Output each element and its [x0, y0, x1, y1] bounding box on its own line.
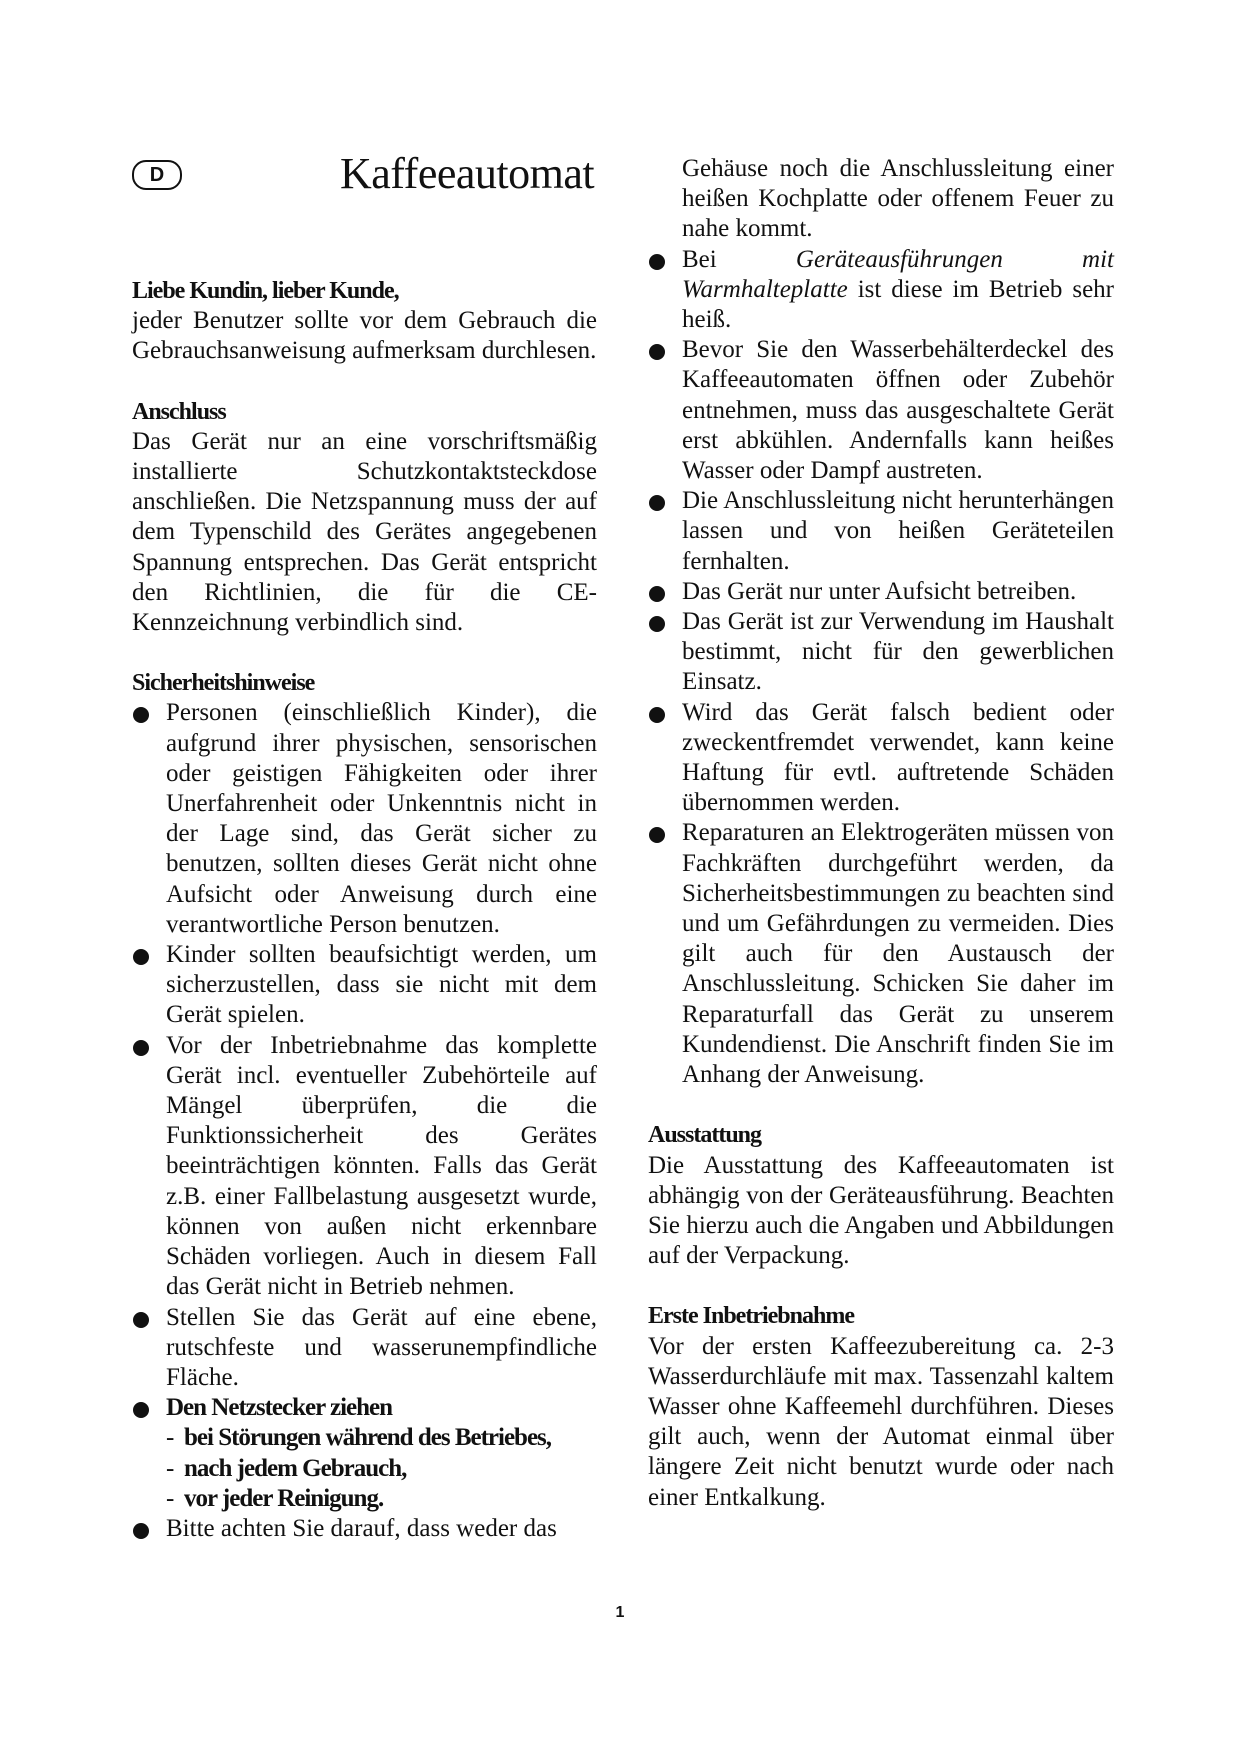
list-item: Die Anschlussleitung nicht herunterhängen lassen und von heißen Geräteteilen fernhalten. — [648, 486, 1114, 577]
warm-plate-italic: Geräteausführungen mit Warmhalteplatte — [682, 245, 1114, 303]
ausstattung-text: Die Ausstattung des Kaffeeautomaten ist abhängig von der Geräteausführung. Beachten Sie hierzu auch die Angaben und Abbildungen auf der Verpackung. — [648, 1151, 1114, 1270]
language-badge: D — [132, 160, 182, 190]
ausstattung-heading: Ausstattung — [648, 1122, 762, 1149]
greeting-text: jeder Benutzer sollte vor dem Gebrauch die Gebrauchsanweisung aufmerksam durchlesen. — [132, 307, 597, 365]
unplug-list — [166, 1423, 597, 1514]
left-column — [132, 276, 597, 1544]
page-title: Kaffeeautomat — [340, 149, 595, 198]
safety-heading: Sicherheitshinweise — [132, 670, 315, 697]
continued-text: Gehäuse noch die Anschlussleitung einer heißen Kochplatte oder offenem Feuer zu nahe kommt. — [682, 155, 1114, 243]
page-number: 1 — [615, 1604, 625, 1621]
erste-inbetriebnahme-heading: Erste Inbetriebnahme — [648, 1303, 854, 1330]
list-item-warm-plate — [648, 245, 1114, 336]
safety-list — [132, 698, 597, 1544]
anschluss-text: Das Gerät nur an eine vorschriftsmäßig installierte Schutzkontaktsteckdose anschließen. Die Netzspannung muss der auf dem Typenschild des Gerätes angegebenen Spannung entsprechen. Das Gerät entspricht den Richtlinien, die für die CE-Kennzeichnung verbindlich sind. — [132, 427, 597, 637]
safety-list-continued — [648, 245, 1114, 1091]
greeting-heading: Liebe Kundin, lieber Kunde, — [132, 278, 399, 304]
list-item: Das Gerät nur unter Aufsicht betreiben. — [648, 577, 1114, 607]
anschluss-heading: Anschluss — [132, 398, 226, 425]
list-item: Bevor Sie den Wasserbehälterdeckel des Kaffeeautomaten öffnen oder Zubehör entnehmen, muss das ausgeschaltete Gerät erst abkühlen. Andernfalls kann heißes Wasser oder Dampf austreten. — [648, 335, 1114, 486]
unplug-item: - bei Störungen während des Betriebes, — [166, 1423, 597, 1453]
erste-inbetriebnahme-text: Vor der ersten Kaffeezubereitung ca. 2-3 Wasserdurchläufe mit max. Tassenzahl kaltem Wasser ohne Kaffeemehl durchführen. Dieses gilt auch, wenn der Automat einmal über längere Zeit nicht benutzt wurde oder nach einer Entkalkung. — [648, 1332, 1114, 1511]
list-item: Personen (einschließlich Kinder), die aufgrund ihrer physischen, sensorischen oder geistigen Fähigkeiten oder ihrer Unerfahrenheit oder Unkenntnis nicht in der Lage sind, das Gerät sicher zu benutzen, sollten dieses Gerät nicht ohne Aufsicht oder Anweisung durch eine verantwortliche Person benutzen. — [132, 698, 597, 940]
list-item: Stellen Sie das Gerät auf eine ebene, rutschfeste und wasserunempfindliche Fläche. — [132, 1303, 597, 1394]
list-item: Bitte achten Sie darauf, dass weder das — [132, 1514, 597, 1544]
list-item: Das Gerät ist zur Verwendung im Haushalt bestimmt, nicht für den gewerblichen Einsatz. — [648, 607, 1114, 698]
warm-plate-prefix: Bei — [682, 245, 717, 273]
list-item: Kinder sollten beaufsichtigt werden, um sicherzustellen, dass sie nicht mit dem Gerät spielen. — [132, 940, 597, 1031]
warm-plate-suffix: ist diese im Betrieb sehr heiß. — [682, 275, 1115, 334]
list-item: Wird das Gerät falsch bedient oder zweckentfremdet verwendet, kann keine Haftung für evtl. auftretende Schäden übernommen werden. — [648, 698, 1114, 819]
list-item-unplug — [132, 1393, 597, 1514]
list-item: Reparaturen an Elektrogeräten müssen von Fachkräften durchgeführt werden, da Sicherheitsbestimmungen zu beachten sind und um Gefährdungen zu vermeiden. Dies gilt auch für den Austausch der Anschlussleitung. Schicken Sie daher im Reparaturfall das Gerät zu unserem Kundendienst. Die Anschrift finden Sie im Anhang der Anweisung. — [648, 818, 1114, 1090]
right-column — [648, 154, 1114, 1513]
unplug-heading: Den Netzstecker ziehen — [166, 1394, 393, 1422]
list-item: Vor der Inbetriebnahme das komplette Gerät incl. eventueller Zubehörteile auf Mängel überprüfen, die die Funktionssicherheit des Gerätes beeinträchtigen könnten. Falls das Gerät z.B. einer Fallbelastung ausgesetzt wurde, können von außen nicht erkennbare Schäden vorliegen. Auch in diesem Fall das Gerät nicht in Betrieb nehmen. — [132, 1031, 597, 1303]
unplug-item: - vor jeder Reinigung. — [166, 1484, 597, 1514]
unplug-item: - nach jedem Gebrauch, — [166, 1454, 597, 1484]
